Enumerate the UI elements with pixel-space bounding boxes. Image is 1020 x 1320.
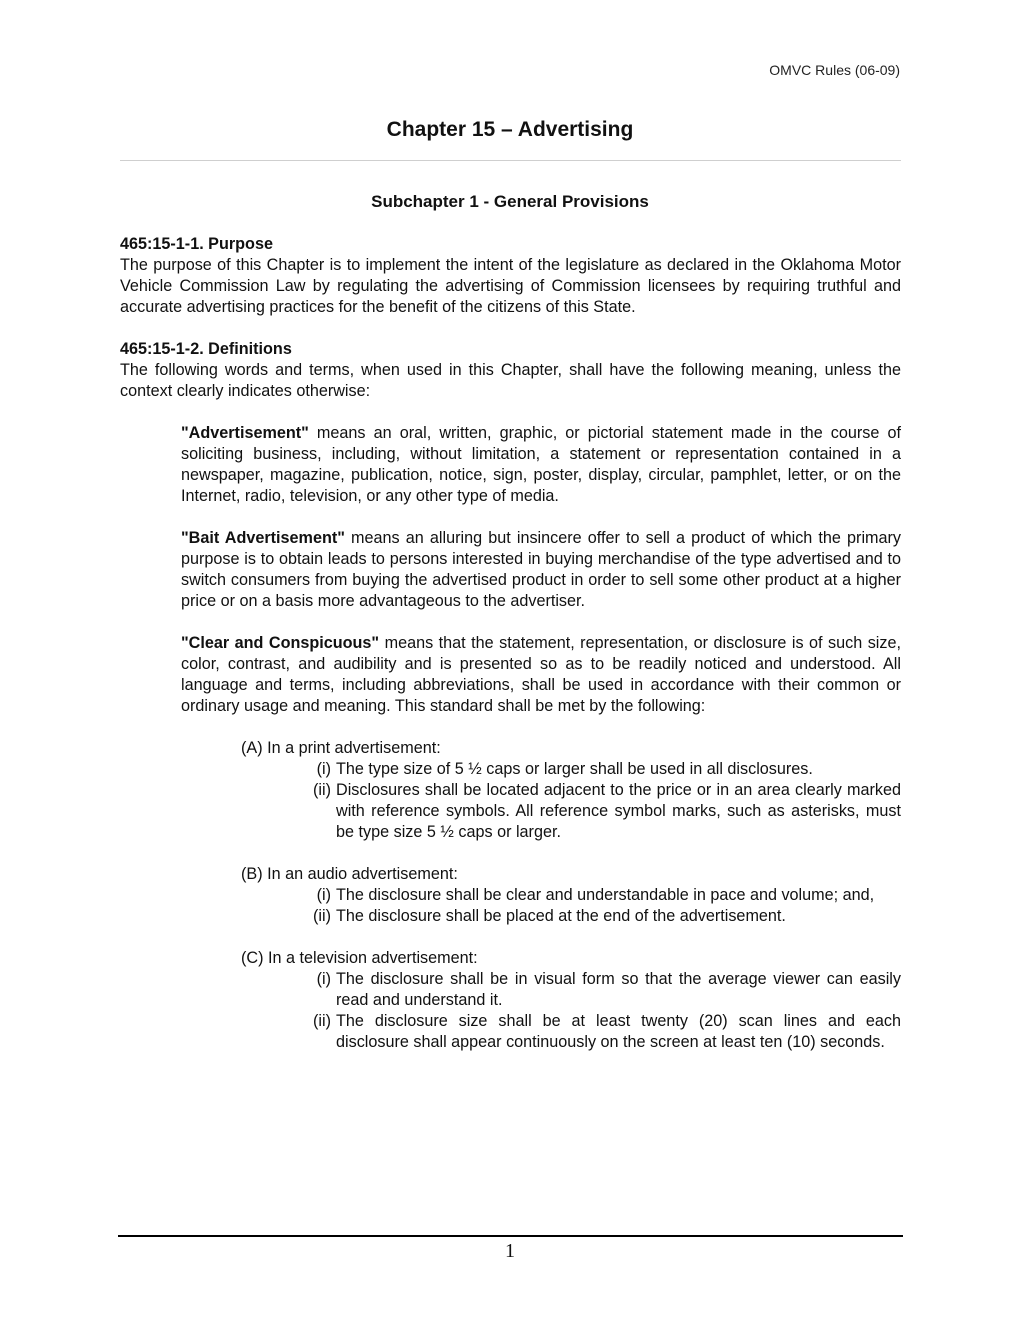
item-text: The disclosure shall be clear and understandable in pace and volume; and, — [336, 886, 875, 904]
section-heading: 465:15-1-2. Definitions — [120, 340, 292, 358]
item-number: (ii) — [313, 781, 331, 799]
section-text: The purpose of this Chapter is to implement the intent of the legislature as declared in the Oklahoma Motor Vehicle Commission Law by regulating the advertising of Commission licensees by requiring truthful and accurate advertising practices for the benefit of the citizens of this State. — [120, 256, 901, 316]
definition-text: means that the statement, representation, or disclosure is of such size, color, contrast, and audibility and is presented so as to be readily noticed and understood. All language and terms, including abbreviations, shall be used in accordance with their common or ordinary usage and meaning. This standard shall be met by the following: — [181, 634, 901, 715]
group-label: (B) In an audio advertisement: — [241, 865, 458, 883]
definition-text: means an alluring but insincere offer to sell a product of which the primary purpose is to obtain leads to persons interested in buying merchandise of the type advertised and to switch consumers from buying the advertised product in order to sell some other product at a higher price or on a basis more advantageous to the advertiser. — [181, 529, 902, 610]
item-number: (i) — [316, 760, 331, 778]
definition-bait-advertisement — [181, 528, 901, 612]
item-text: The disclosure shall be in visual form so that the average viewer can easily read and understand it. — [336, 970, 901, 1009]
definition-text: means an oral, written, graphic, or pictorial statement made in the course of soliciting business, including, without limitation, a statement or representation contained in a newspaper, magazine, publication, notice, sign, poster, display, circular, pamphlet, letter, or on the Internet, radio, television, or any other type of media. — [181, 424, 901, 505]
definition-term: "Advertisement" — [181, 424, 309, 442]
group-audio-advertisement — [241, 864, 901, 927]
definition-term: "Bait Advertisement" — [181, 529, 345, 547]
list-item — [301, 885, 901, 906]
list-item — [301, 759, 901, 780]
item-text: The type size of 5 ½ caps or larger shall be used in all disclosures. — [336, 760, 813, 778]
subchapter-title: Subchapter 1 - General Provisions — [371, 192, 649, 211]
list-item — [301, 780, 901, 843]
item-number: (ii) — [313, 1012, 331, 1030]
section-purpose — [120, 234, 901, 318]
section-definitions — [120, 339, 901, 402]
item-text: The disclosure shall be placed at the end of the advertisement. — [336, 907, 786, 925]
document-body — [120, 234, 901, 1074]
footer-divider — [118, 1235, 903, 1237]
group-label: (A) In a print advertisement: — [241, 739, 441, 757]
page-number: 1 — [505, 1240, 515, 1262]
running-header: OMVC Rules (06-09) — [769, 62, 900, 78]
list-item — [301, 906, 901, 927]
list-item — [301, 1011, 901, 1053]
section-heading: 465:15-1-1. Purpose — [120, 235, 273, 253]
definition-advertisement — [181, 423, 901, 507]
section-text: The following words and terms, when used in this Chapter, shall have the following meaning, unless the context clearly indicates otherwise: — [120, 361, 901, 400]
item-number: (ii) — [313, 907, 331, 925]
group-television-advertisement — [241, 948, 901, 1053]
group-print-advertisement — [241, 738, 901, 843]
item-number: (i) — [316, 970, 331, 988]
definition-clear-and-conspicuous — [181, 633, 901, 717]
item-number: (i) — [316, 886, 331, 904]
list-item — [301, 969, 901, 1011]
title-divider — [120, 160, 901, 161]
definition-term: "Clear and Conspicuous" — [181, 634, 380, 652]
chapter-title: Chapter 15 – Advertising — [386, 118, 634, 141]
group-label: (C) In a television advertisement: — [241, 949, 478, 967]
item-text: The disclosure size shall be at least twenty (20) scan lines and each disclosure shall appear continuously on the screen at least ten (10) seconds. — [336, 1012, 901, 1051]
item-text: Disclosures shall be located adjacent to the price or in an area clearly marked with reference symbols. All reference symbol marks, such as asterisks, must be type size 5 ½ caps or larger. — [336, 781, 901, 841]
